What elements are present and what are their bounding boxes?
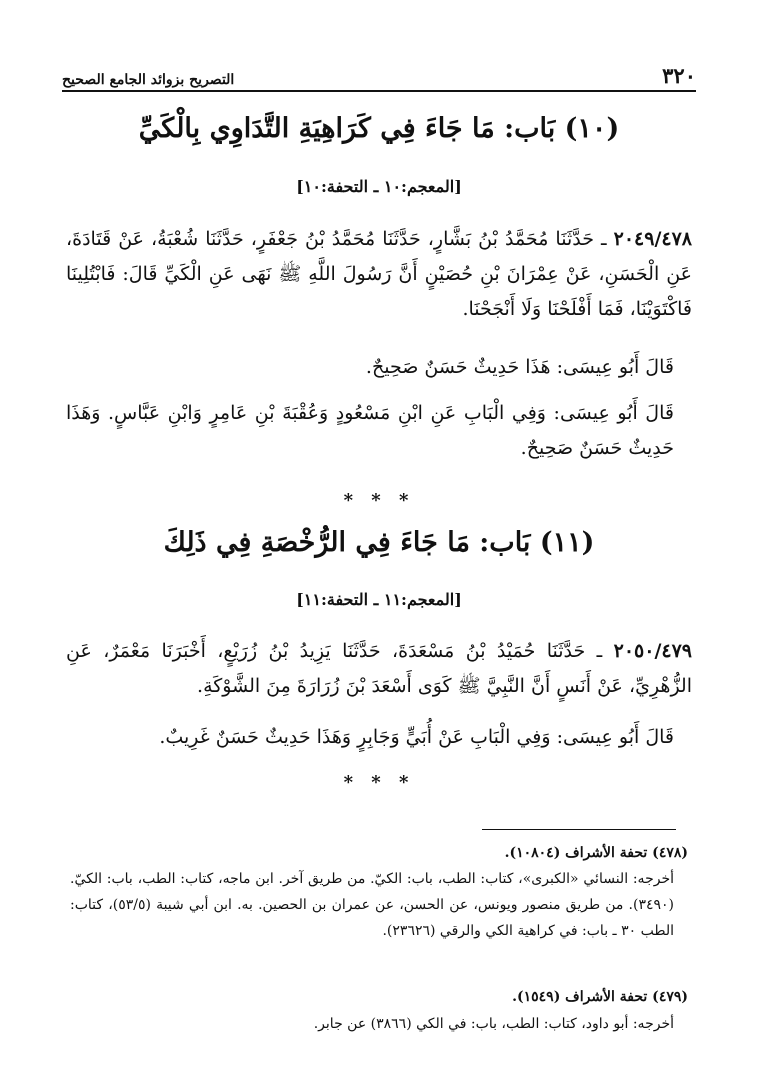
hadith-number: ٢٠٤٩/٤٧٨ bbox=[613, 228, 692, 250]
comment-478-1: قَالَ أَبُو عِيسَى: هَذَا حَدِيثٌ حَسَنٌ صَحِيحٌ. bbox=[365, 356, 674, 378]
running-title: التصريح بزوائد الجامع الصحيح bbox=[62, 72, 235, 88]
hadith-text: ـ حَدَّثَنَا حُمَيْدُ بْنُ مَسْعَدَةَ، حَدَّثَنَا يَزِيدُ بْنُ زُرَيْعٍ، أَخْبَرَنَا مَعْمَرٌ، عَنِ الزُّهْرِيِّ، عَنْ أَنَسٍ أَنَّ النَّبِيَّ ﷺ كَوَى أَسْعَدَ بْنَ زُرَارَةَ مِنَ الشَّوْكَةِ. bbox=[66, 640, 692, 697]
page-header bbox=[62, 58, 696, 92]
hadith-number: ٢٠٥٠/٤٧٩ bbox=[613, 640, 692, 662]
footnote-478-head: (٤٧٨) تحفة الأشراف (١٠٨٠٤). bbox=[504, 845, 688, 861]
hadith-478 bbox=[66, 222, 692, 327]
footnote-479-text: أخرجه: أبو داود، كتاب: الطب، باب: في الكي (٣٨٦٦) عن جابر. bbox=[313, 1016, 674, 1032]
chapter-title-10: (١٠) بَاب: مَا جَاءَ فِي كَرَاهِيَةِ التَّدَاوِي بِالْكَيِّ bbox=[138, 113, 620, 144]
hadith-text: ـ حَدَّثَنَا مُحَمَّدُ بْنُ بَشَّارٍ، حَدَّثَنَا مُحَمَّدُ بْنُ جَعْفَرٍ، حَدَّثَنَا شُعْبَةُ، عَنْ قَتَادَةَ، عَنِ الْحَسَنِ، عَنْ عِمْرَانَ بْنِ حُصَيْنٍ أَنَّ رَسُولَ اللَّهِ ﷺ نَهَى عَنِ الْكَيِّ قَالَ: فَابْتُلِينَا فَاكْتَوَيْنَا، فَمَا أَفْلَحْنَا وَلَا أَنْجَحْنَا. bbox=[66, 228, 692, 320]
chapter-ref-11: [المعجم:١١ ـ التحفة:١١] bbox=[296, 590, 462, 609]
page-number: ٣٢٠ bbox=[662, 63, 696, 88]
separator: * * * bbox=[343, 772, 415, 793]
chapter-ref-10: [المعجم:١٠ ـ التحفة:١٠] bbox=[296, 177, 462, 196]
footnote-divider bbox=[482, 829, 676, 830]
separator: * * * bbox=[343, 490, 415, 511]
hadith-479 bbox=[66, 634, 692, 704]
comment-478-2: قَالَ أَبُو عِيسَى: وَفِي الْبَابِ عَنِ ابْنِ مَسْعُودٍ وَعُقْبَةَ بْنِ عَامِرٍ وَابْنِ عَبَّاسٍ. وَهَذَا حَدِيثٌ حَسَنٌ صَحِيحٌ. bbox=[66, 402, 674, 459]
footnote-478-text: أخرجه: النسائي «الكبرى»، كتاب: الطب، باب: الكيّ. من طريق آخر. ابن ماجه، كتاب: الطب، باب: الكيّ. (٣٤٩٠). من طريق منصور ويونس، عن الحسن، عن عمران بن الحصين. به. ابن أبي شيبة (٥٣/٥)، كتاب: الطب ٣٠ ـ باب: في كراهية الكي والرقي (٢٣٦٢٦). bbox=[70, 871, 674, 939]
footnote-479-head: (٤٧٩) تحفة الأشراف (١٥٤٩). bbox=[512, 989, 688, 1005]
comment-479-1: قَالَ أَبُو عِيسَى: وَفِي الْبَابِ عَنْ أُبَيٍّ وَجَابِرٍ وَهَذَا حَدِيثٌ حَسَنٌ غَرِيبٌ. bbox=[159, 726, 674, 748]
chapter-title-11: (١١) بَاب: مَا جَاءَ فِي الرُّخْصَةِ فِي ذَلِكَ bbox=[163, 527, 595, 558]
